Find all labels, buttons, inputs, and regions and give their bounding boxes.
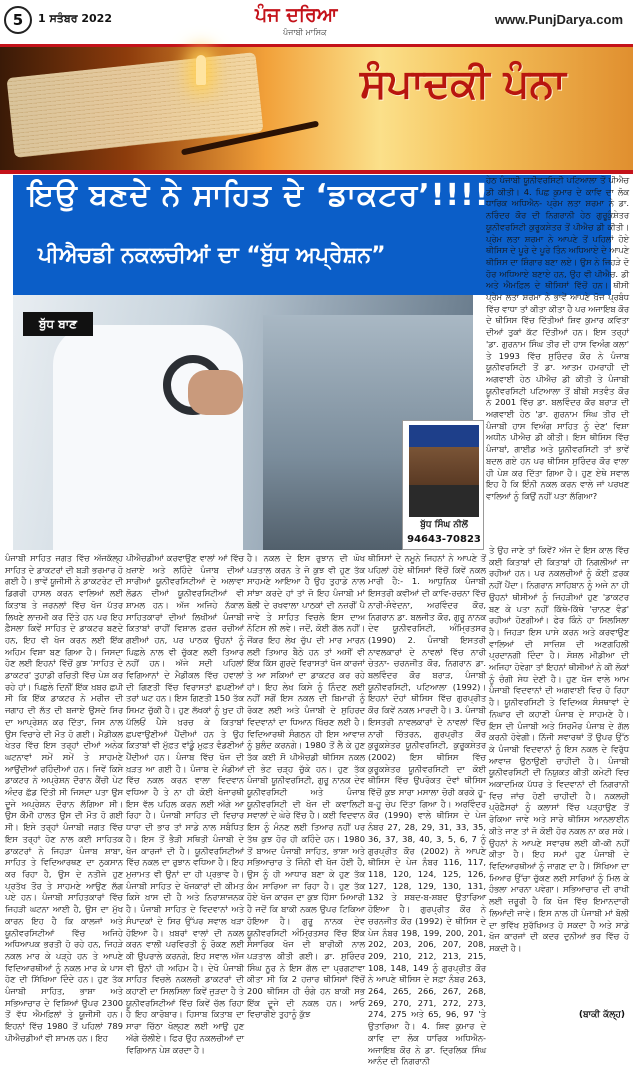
column-text: ਥੀਸਿਸਾਂ ਦੇ ਨਮੂਨੇ ਜਿਹਨਾਂ ਨੇ ਆਪਣੇ ਤੋਂ ਪਹਿਲਾਂ ਹੋਏ ਥੀਸਿਸਾਂ ਵਿੱਚੋਂ ਕਿਵੇਂ ਨਕਲ ਮਾਰੀ ਹੈ:- 1. ਆਧੁਨਿਕ ਪੰਜਾਬੀ ਇਸਤਰੀ ਕਵੀਆਂ ਦੀ ਕਾਵਿ-ਰਚਨਾ ਵਿੱਚ ਨਾਰੀ-ਸੰਵੇਦਨਾ, ਅਰਵਿੰਦਰ ਕੌਰ, ਨਿਗਰਾਨ ਡਾ. ਬਲਜੀਤ ਕੌਰ, ਗੁਰੂ ਨਾਨਕ ਦੇਵ ਯੂਨੀਵਰਸਿਟੀ, ਅੰਮ੍ਰਿਤਸਰ (1990) 2. ਪੰਜਾਬੀ ਇਸਤਰੀ ਨਾਵਲਕਾਰਾਂ ਦੇ ਨਾਵਲਾਂ ਵਿੱਚ ਨਾਰੀ ਚੇਤਨਾ- ਚਰਨਜੀਤ ਕੌਰ, ਨਿਗਰਾਨ ਡਾ. ਬਲਵਿੰਦਰ ਕੌਰ ਬਰਾੜ, ਪੰਜਾਬੀ ਯੂਨੀਵਰਸਿਟੀ, ਪਟਿਆਲਾ (1992)। ਇਹਨਾਂ ਦੋਹਾਂ ਥੀਸਿਸ ਵਿੱਚ ਗੁਰਪ੍ਰੀਤ ਕੌਰ ਕਿਵੇਂ ਨਕਲ ਮਾਰਦੀ ਹੈ। 3. ਪੰਜਾਬੀ ਇਸਤਰੀ ਨਾਵਲਕਾਰਾਂ ਦੇ ਨਾਵਲਾਂ ਵਿੱਚ ਨਾਰੀ ਚਿੱਤਰਨ, ਗੁਰਪ੍ਰੀਤ ਕੌਰ ਕੁਰੂਕਸ਼ੇਤਰ ਯੂਨੀਵਰਸਿਟੀ, ਕੁਰੂਕਸ਼ੇਤਰ (2002) ਇਸ ਥੀਸਿਸ ਵਿੱਚ ਕੁਰੂਕਸ਼ੇਤਰ ਯੂਨੀਵਰਸਿਟੀ ਦਾ ਕੋਈ ਥੀਸਿਸ ਵਿੱਚ ਉਪਰੋਕਤ ਦੋਵਾਂ ਥੀਸਿਸ ਵਿੱਚੋਂ ਕੁਝ ਸਾਰਾ ਮਸਾਲਾ ਚੋਰੀ ਕਰਕੇ ਹੂ-ਬ-ਹੂ ਚੇਪ ਦਿੱਤਾ ਗਿਆ ਹੈ। ਅਰਵਿੰਦਰ ਕੌਰ (1990) ਵਾਲੇ ਥੀਸਿਸ ਦੇ ਪੇਜ ਨੰਬਰ 27, 28, 29, 31, 33, 35, 36, 37, 38, 40, 3, 5, 6, 7 ਨੂੰ ਗੁਰਪ੍ਰੀਤ ਕੌਰ (2002) ਨੇ ਆਪਣੇ ਥੀਸਿਸ ਦੇ ਪੇਜ ਨੰਬਰ 116, 117, 118, 120, 124, 125, 126, 127, 128, 129, 130, 131, 132 ਤੇ ਸ਼ਬਦ-ਬ-ਸ਼ਬਦ ਉਤਾਰਿਆ ਹੋਇਆ ਹੈ। ਗੁਰਪ੍ਰੀਤ ਕੌਰ ਨੇ ਚਰਨਜੀਤ ਕੌਰ (1992) ਦੇ ਥੀਸਿਸ ਦੇ ਪੇਜ ਨੰਬਰ 198, 199, 200, 201, 202, 203, 206, 207, 208, 209, 210, 212, 213, 215, 108, 148, 149 ਨੂੰ ਗੁਰਪ੍ਰੀਤ ਕੌਰ ਨੇ ਆਪਣੇ ਥੀਸਿਸ ਦੇ ਸਫ਼ਾ ਨੰਬਰ 263, 264, 265, 266, 267, 268, 269, 270, 271, 272, 273, 274, 275 ਅਤੇ 65, 96, 97 'ਤੇ ਉਤਾਰਿਆ ਹੈ। 4. ਸ਼ਿਵ ਕੁਮਾਰ ਦੇ ਕਾਵਿ ਦਾ ਲੋਕ ਧਾਰਿਕ ਅਧਿਐਨ- ਅਜਾਇਬ ਕੌਰ ਨੇ ਡਾ. ਦ੍ਰਿਲਿਕ ਸਿੰਘ ਆਨੰਦ ਦੀ ਨਿਗਰਾਨੀ [368,553,486,1067]
article-column-1 [5,553,123,1043]
column-text: ਹੇਠ ਪੰਜਾਬੀ ਯੂਨੀਵਰਸਿਟੀ ਪਟਿਆਲਾ ਤੋਂ ਪੀਐਚ ਡੀ ਕੀਤੀ। 4. ਪਿਛ ਕੁਮਾਰ ਦੇ ਕਾਵਿ ਦਾ ਲੋਕ ਧਾਰਿਕ ਅਧਿਐਨ- ਪ੍ਰੇਮ ਲਤਾ ਸ਼ਰਮਾ ਨੇ ਡਾ. ਨਰਿੰਦਰ ਕੌਰ ਦੀ ਨਿਗਰਾਨੀ ਹੇਠ ਗੁਰੂਕੁੰਸ਼ੇਤਰ ਯੂਨੀਵਰਸਿਟੀ ਕੁਰੂਕਸ਼ੇਤਰ ਤੋਂ ਪੀਐਚ ਡੀ ਕੀਤੀ। ਪ੍ਰੇਮ ਲਤਾ ਸ਼ਰਮਾ ਨੇ ਆਪਣੇ ਤੋਂ ਪਹਿਲਾਂ ਹੋਏ ਥੀਸਿਸ ਦੇ ਪੂਰੇ ਦੇ ਪੂਰੇ ਤਿੰਨ ਅਧਿਆਏ ਦੇ ਆਪਣੇ ਥੀਸਿਸ ਦਾ ਸ਼ਿੰਗਾਰ ਬਣਾ ਲਏ। ਉਸ ਨੇ ਜਿਹੜੇ ਦੋ ਹੋਰ ਅਧਿਆਏ ਬਣਾਏ ਹਨ, ਉਹ ਵੀ ਪੀਐਚ. ਡੀ ਅਤੇ ਐਮਫ਼ਿਲ ਦੇ ਥੀਸਿਸਾਂ ਵਿੱਚੋਂ ਹਨ। ਥੀਸੀ ਪ੍ਰੇਮ ਲਤਾ ਸ਼ਰਮਾ ਨੇ ਭਾਵੇਂ ਆਪਣੇ ਖ਼ੋਜ ਪ੍ਰਬੰਧ ਵਿੱਚ ਵਾਧਾ ਤਾਂ ਕੀਤਾ ਕੀਤਾ ਹੈ ਪਰ ਅਜਾਇਬ ਕੌਰ ਦੇ ਥੀਸਿਸ ਵਿੱਚ ਦਿੱਤੀਆਂ ਸ਼ਿਵ ਕੁਮਾਰ ਕਵਿਤਾ ਦੀਆਂ ਤੁਕਾਂ ਕੱਟ ਦਿੱਤੀਆਂ ਹਨ। ਇਸ ਤਰ੍ਹਾਂ 'ਡਾ. ਗੁਰਨਾਮ ਸਿੰਘ ਤੀਰ ਦੀ ਹਾਸ ਵਿਅੰਗ ਕਲਾ' ਤੇ 1993 ਵਿੱਚ ਸੁਰਿੰਦਰ ਕੌਰ ਨੇ ਪੰਜਾਬ ਯੂਨੀਵਰਸਿਟੀ ਤੋਂ ਡਾ. ਆਤਮ ਹਮਰਾਹੀ ਦੀ ਅਗਵਾਈ ਹੇਠ ਪੀਐਚ ਡੀ ਕੀਤੀ ਤੇ ਪੰਜਾਬੀ ਯੂਨੀਵਰਸਿਟੀ ਪਟਿਆਲਾ ਤੋਂ ਬੀਬੀ ਸਤਵੰਤ ਕੌਰ ਨੇ 2001 ਵਿੱਚ ਡਾ. ਬਲਵਿੰਦਰ ਕੌਰ ਬਰਾੜ ਦੀ ਅਗਵਾਈ ਹੇਠ 'ਡਾ. ਗੁਰਨਾਮ ਸਿੰਘ ਤੀਰ ਦੀ ਪੰਜਾਬੀ ਹਾਸ ਵਿਅੰਗ ਸਾਹਿਤ ਨੂੰ ਦੇਣ' ਵਿਸ਼ਾ ਅਧੀਨ ਪੀਐਚ ਡੀ ਕੀਤੀ। ਇਸ ਥੀਸਿਸ ਵਿੱਚ ਪੰਜਾਬਾਂ, ਗਾਈਡ ਅਤੇ ਯੂਨੀਵਰਸਿਟੀ ਤਾਂ ਭਾਵੇਂ ਬਦਲ ਗਏ ਹਨ ਪਰ ਥੀਸਿਸ ਸੁਰਿੰਦਰ ਕੌਰ ਵਾਲਾ ਹੀ ਪੇਸ਼ ਕਰ ਦਿੱਤਾ ਗਿਆ ਹੈ। ਹੁਣ ਏਥੇ ਸਵਾਲ ਇਹ ਹੈ ਕਿ ਇੰਨੀ ਨਕਲ ਕਰਨ ਵਾਲੇ ਜਾਂ ਪਰਖਣ ਵਾਲਿਆਂ ਨੂੰ ਕਿਉਂ ਨਹੀਂ ਪਤਾ ਲੱਗਿਆ? [486,175,629,501]
page-number: 5 [4,6,32,34]
column-text: ਪੀਐਚਡੀਆਂ ਕਰਵਾਉਣ ਵਾਲਾਂ ਆਂ ਵਿੱਚ ਖ਼ਜ਼ਾਏ ਅਤੇ ਲਹਿੰਦੇ ਪੰਜਾਬ ਦੀਆਂ ਸਾਰੀਆਂ ਯੂਨੀਵਰਸਿਟੀਆਂ ਦੇ ਅਲਾਵਾ ਲੋਡਨ ਦੀਆਂ ਯੂਨੀਵਰਸਿਟੀਆਂ ਵੀ ਸ਼ਾਮਲ ਹਨ। ਅੱਜ ਅਜਿਹੇ ਨੱਕਾਲ ਸਾਹਿਤਕਾਰਾਂ ਦੀਆਂ ਲਿਖੀਆਂ ਪੰਜਾਬੀ ਕਿਤਾਬਾਂ ਰਾਹੀਂ ਵਿਸ਼ਾਲ ਫ਼ਰਜ਼ ਰਚੀਆਂ ਗਈਆਂ ਹਨ, ਪਰ ਪਾਠਕ ਉਹਨਾਂ ਨੂੰ ਪਿਛਲੇ ਨਾਲ ਵੀ ਚੁੱਕਣ ਲਈ ਤਿਆਰ ਨਹੀਂ ਹਨ। ਅੱਜੇ ਸਦੀ ਪਹਿਲਾਂ ਵਿਗਿਆਨਾਂ ਦੇ ਮੈਡੀਕਲ ਵਿੱਚ ਹਵਾਲਾਂ ਦੀ ਗਿਣਤੀ ਵਿੱਚ ਵਿਰਾਸਤਾਂ ਛਪਣੀਆਂ ਤਰਾਂ ਘਟ ਹਨ। ਇਸ ਗਿਣਤੀ 150 ਤੱਕ ਸਿਮਟ ਚੁੱਕੀ ਹੈ। ਹੁਣ ਲੱਖਕਾਂ ਨੂੰ ਖ਼ੁਦ ਹੀ ਪੱਲਿਓਂ ਪੈਸੇ ਖ਼ਰਚ ਕੇ ਕਿਤਾਬਾਂ ਛਪਵਾਉਣੀਆਂ ਪੈਂਦੀਆਂ ਹਨ ਤੇ ਉਹ ਕਿਤਾਬਾਂ ਵੀ ਮੁੱਫ਼ਤ ਵਾਂਡੂੰ ਮੁਫ਼ਤ ਵੰਡਣੀਆਂ ਪੈਂਦੀਆਂ ਹਨ। ਪੰਜਾਬ ਵਿੱਚ ਖੋਜ ਦੀ ਖ਼ੜਤ ਆ ਗਈ ਹੈ। ਪੰਜਾਬ ਦੇ ਮੰਡੀਆਂ ਵਿੱਚ ਨਕਲ ਕਰਨ ਵਾਲਾ ਵਿਦਵਾਨ ਵਧਿਆ ਹੈ ਤੇ ਨਾ ਹੀ ਕੋਈ ਖੋਜਾਰਥੀ ਇਸ ਵੱਲ ਪਹਿਲ ਕਰਨ ਲਈ ਅੱਗੇ ਆ ਰਿਹਾ ਹੈ। ਪੰਜਾਬੀ ਸਾਹਿਤ ਦੀ ਵਿਚਾਰ ਧਾਰਾ ਦੀ ਭਾਰ ਤਾਂ ਸਾਡੇ ਨਾਲ ਸਬੰਧਿਤ ਹੈ। ਇਸ ਤੋਂ ਭੈੜੀ ਸਥਿਤੀ ਪੰਜਾਬੀ ਦੇ ਖੋਜ ਕਾਰਜਾਂ ਦੀ ਹੈ। ਯੂਨੀਵਰਸਿਟੀਆਂ ਵਿੱਚ ਨਕਲ ਦਾ ਰੁਝਾਨ ਵਧਿਆ ਹੈ। ਇਹ ਮੁਜ਼ਾਮਤ ਵੀ ਉਨਾਂ ਦਾ ਹੀ ਪ੍ਰਭਾਵ ਹੈ। ਪੰਜਾਬੀ ਸਾਹਿਤ ਦੇ ਖੋਜਕਾਰਾਂ ਦੀ ਕੀਮਤ ਕਿਸੇ ਖ਼ਾਸ ਦੀ ਹੈ ਅਤੇ ਨਿਰਾਸ਼ਾਜਨਕ ਹੈ। ਪੰਜਾਬੀ ਸਾਹਿਤ ਦੇ ਵਿਦਵਾਨਾਂ ਅਤੇ ਸੰਪਾਦਕਾਂ ਦੇ ਸਿਰ ਉੱਪਰ ਸਵਾਲ ਖੜਾ ਹੋਇਆ ਹੈ। ਖ਼ਬਰਾਂ ਵਾਲਾਂ ਦੀ ਨਕਲ ਕਰਨ ਵਾਲੀ ਪਰਵਿਰਤੀ ਨੂੰ ਰੋਕਣ ਲਈ ਕੀ ਉਪਰਾਲੇ ਕਰਨਗੇ, ਇਹ ਸਵਾਲ ਅੱਜ ਵੀ ਉਨਾਂ ਹੀ ਅਹਿਮ ਹੈ। ਦੇਖੋ ਪੰਜਾਬੀ ਸਾਹਿਤ ਵਿਚਲੇ ਨਕਲਚੀ ਡਾਕਟਰਾਂ ਦੀ ਕਹਾਣੀ ਦਾ ਸਿਲਸਿਲਾ ਕਿਵੇਂ ਜੁੜਦਾ ਹੈ ਤੇ ਯੂਨੀਵਰਸਿਟੀਆਂ ਵਿੱਚ ਕਿਵੇਂ ਚੱਲ ਰਿਹਾ ਹੈ ਇਹ ਕਾਰੋਬਾਰ। ਹਿਸਾਬ ਕਿਤਾਬ ਦਾ ਸਾਰਾ ਚਿੱਠਾ ਖੋਲ੍ਹਣ ਲਈ ਆਉ ਹੁਣ ਅੱਗੇ ਚੱਲੀਏ। ਫਿਰ ਉਹ ਨਕਲਚੀਆਂ ਦਾ ਵਿਗਿਆਨ ਪੇਸ਼ ਕਰਦਾ ਹੈ। [126,553,244,1055]
author-box [402,420,484,550]
website-url[interactable]: www.PunjDarya.com [494,12,623,27]
author-phone: 94643-70823 [407,534,481,545]
subheadline: ਪੀਐਚਡੀ ਨਕਲਚੀਆਂ ਦਾ “ਬੁੱਧ ਅਪ੍ਰੇਸ਼ਨ” [38,243,386,268]
masthead [0,0,633,48]
headline: ਇਉ ਬਣਦੇ ਨੇ ਸਾਹਿਤ ਦੇ ‘ਡਾਕਟਰ’!!!! [28,178,490,213]
issue-date: 1 ਸਤੰਬਰ 2022 [38,12,112,25]
candle-illustration [196,55,206,85]
column-text: ਤੇ ਉਹ ਜਾਣੇ ਤਾਂ ਕਿਵੇਂ? ਅੱਜ ਦੇ ਇਸ ਕਾਲ ਵਿੱਚ ਕਈ ਕਿਤਾਬਾਂ ਦੀ ਕਿਤਾਬਾਂ ਹੀ ਨਿਗਲੀਆਂ ਜਾ ਰਹੀਆਂ ਹਨ। ਪਰ ਨਕਲਚੀਆਂ ਨੂੰ ਕੋਈ ਫ਼ਰਕ ਨਹੀਂ ਪੈਂਦਾ। ਨਿਗਰਾਨ ਸਾਹਿਬਾਨ ਨੂੰ ਅਜੇ ਨਾ ਹੀ ਉਹਨਾਂ ਥੀਸੀਆਂ ਨੂੰ ਜਿਹੜੀਆਂ ਹੁਣ 'ਡਾਕਟਰ ਬਣ ਕੇ ਪਤਾ ਨਹੀਂ ਕਿੱਥੇ-ਕਿੱਥੇ 'ਚਾਨਣ ਵੰਡ' ਰਹੀਆਂ ਹੋਣਗੀਆਂ। ਫੇਰ ਕਿੰਨੇ ਹਾ ਸਿਲਸਿਲਾ ਹੈ। ਜਿਹੜਾ ਇਸ ਪਾਸੇ ਕਰਨ ਅਤੇ ਕਰਵਾਉਣ ਵਾਲਿਆਂ ਦੀ ਸਾਜ਼ਿਸ਼ ਦੀ ਅਣਗਹਿਲੀ ਪ੍ਰਦਾਨਗੀ ਦਿੰਦਾ ਹੈ। ਸੋਸ਼ਲ ਮੀਡੀਆ ਦੀ ਅਜਿਹਾ ਹੋਵੇਗਾ ਤਾਂ ਇਹਨਾਂ ਥੀਸੀਆਂ ਨੇ ਕੀ ਲੋਕਾਂ ਨੂੰ ਚੰਗੀ ਸੇਧ ਦੇਣੀ ਹੈ। ਹੁਣ ਖੋਜ ਵਾਲੇ ਆਮ ਪੰਜਾਬੀ ਵਿਦਵਾਨਾਂ ਦੀ ਅਗਵਾਈ ਵਿਚ ਹੋ ਰਿਹਾ ਹੈ। ਯੂਨੀਵਰਸਿਟੀ ਤੇ ਵਿਦਿਅਕ ਸੰਸਥਾਵਾਂ ਦੇ ਨਿਘਾਰ ਦੀ ਕਹਾਣੀ ਪੰਜਾਬ ਦੇ ਸਾਹਮਣੇ ਹੈ। ਇਸ ਦੀ ਪੰਜਾਬੀ ਅਤੇ ਸਿਰਮੌਰ ਪੰਜਾਬ ਦੇ ਗੱਲ ਕਰਨੀ ਹੋਵੇਗੀ। ਨਿੱਜੀ ਸਵਾਰਥਾਂ ਤੋਂ ਉਪਰ ਉੱਠ ਕੇ ਪੰਜਾਬੀ ਵਿਦਵਾਨਾਂ ਨੂੰ ਇਸ ਨਕਲ ਦੇ ਵਿਰੁੱਧ ਆਵਾਜ਼ ਉਠਾਉਣੀ ਚਾਹੀਦੀ ਹੈ। ਪੰਜਾਬੀ ਯੂਨੀਵਰਸਿਟੀ ਦੀ ਨਿਯੁਕਤ ਕੀਤੀ ਕਮੇਟੀ ਵਿਚ ਅਕਾਦਮਿਕ ਪੱਧਰ ਤੇ ਵਿਦਵਾਨਾਂ ਦੀ ਨਿਗਰਾਨੀ ਵਿਚ ਜਾਂਚ ਹੋਣੀ ਚਾਹੀਦੀ ਹੈ। ਨਕਲਚੀ ਪ੍ਰੋਫ਼ੈਸਰਾਂ ਨੂੰ ਕਲਾਸਾਂ ਵਿੱਚ ਪੜ੍ਹਾਉਣ ਤੋਂ ਰੋਕਿਆ ਜਾਵੇ ਅਤੇ ਸਾਰੇ ਥੀਸਿਸ ਆਨਲਾਈਨ ਕੀਤੇ ਜਾਣ ਤਾਂ ਜੋ ਕੋਈ ਹੋਰ ਨਕਲ ਨਾ ਕਰ ਸਕੇ। ਉਹਨਾਂ ਨੇ ਆਪਣੇ ਸਵਾਰਥ ਲਈ ਕੀ-ਕੀ ਨਹੀਂ ਕੀਤਾ ਹੈ। ਇਹ ਸਮਾਂ ਹੁਣ ਪੰਜਾਬੀ ਦੇ ਵਿਦਿਆਰਥੀਆਂ ਨੂੰ ਜਾਗਣ ਦਾ ਹੈ। ਸਿੱਖਿਆ ਦਾ ਮਿਆਰ ਉੱਚਾ ਚੁੱਕਣ ਲਈ ਸਾਰਿਆਂ ਨੂੰ ਮਿਲ ਕੇ ਹੰਭਲਾ ਮਾਰਨਾ ਪਵੇਗਾ। ਸਭਿਆਚਾਰ ਦੀ ਰਾਖੀ ਲਈ ਜ਼ਰੂਰੀ ਹੈ ਕਿ ਖੋਜ ਵਿੱਚ ਇਮਾਨਦਾਰੀ ਲਿਆਂਦੀ ਜਾਵੇ। ਇਸ ਨਾਲ ਹੀ ਪੰਜਾਬੀ ਮਾਂ ਬੋਲੀ ਦਾ ਭਵਿੱਖ ਸੁਰੱਖਿਅਤ ਹੋ ਸਕਦਾ ਹੈ ਅਤੇ ਸਾਡੇ ਖੋਜ ਕਾਰਜਾਂ ਦੀ ਕਦਰ ਦੁਨੀਆਂ ਭਰ ਵਿੱਚ ਹੋ ਸਕਦੀ ਹੈ। [489,545,629,953]
article-column-2 [126,553,244,1055]
author-name: ਬੁੱਧ ਸਿੰਘ ਨੀਲੋਂ [420,520,468,530]
hand-illustration [188,370,243,415]
column-text: ਹੈ। ਨਕਲ ਦੇ ਇਸ ਰੁਝਾਨ ਦੀ ਘੋਖ ਪੜਤਾਲ ਕਰਨ ਤੇ ਜੋ ਕੁਝ ਵੀ ਹੁਣ ਤੱਕ ਸਾਹਮਣੇ ਆਇਆ ਹੈ ਉਹ ਤੁਹਾਡੇ ਨਾਲ ਸਾਂਝਾ ਕਰਦੇ ਹਾਂ ਤਾਂ ਜੋ ਇਹ ਪੰਜਾਬੀ ਮਾਂ ਬੋਲੀ ਦੇ ਰਖਵਾਲਾ ਪਾਠਕਾਂ ਦੀ ਨਜ਼ਰੀਂ ਪੈ ਜਾਵੇ ਤੇ ਸਾਹਿਤ ਵਿਚਲੇ ਇਸ ਦਾਅ ਨੋਟਿਸ ਲੀ ਲਵੇ। ਜਦੋਂ, ਕੋਈ ਗੱਲ ਨਹੀਂ। ਜੋਂਕਰ ਇਹ ਲੇਖ ਚੁੱਪ ਦੀ ਮਾਰ ਮਾਰਨ ਲਈ ਤਿਆਰ ਬੈਠੇ ਹਨ ਤਾਂ ਅਸੀਂ ਵੀ ਇੱਕ ਕਿੱਸ ਗੁਰਦੇ ਵਿਰਾਸਤਾਂ ਖੋਜ ਕਾਰਜਾਂ ਤੇ ਆ ਸਕਿਆਂ ਦਾ ਡਾਕਟਰ ਕਰ ਰਹੇ ਹਾਂ। ਇਹ ਲੇਖ ਕਿਸੇ ਨੂੰ ਨਿੰਦਣ ਲਈ ਨਹੀਂ ਸਗੋਂ ਇਸ ਨਕਲ ਦੀ ਬਿਮਾਰੀ ਨੂੰ ਰੋਕਣ ਲਈ ਅਤੇ ਪੰਜਾਬੀ ਦੇ ਸੁਹਿਰਦ ਵਿਦਵਾਨਾਂ ਦਾ ਧਿਆਨ ਖਿੱਚਣ ਲਈ ਹੈ। ਵਿਦਿਆਰਥੀ ਸੰਗਠਨ ਹੀ ਇਸ ਆਵਾਜ਼ ਨੂੰ ਬੁਲੰਦ ਕਰਨਗੇ। 1980 ਤੋਂ ਲੈ ਕੇ ਹੁਣ ਤੱਕ ਕਈ ਸੌ ਪੀਐਚਡੀ ਥੀਸਿਸ ਨਕਲ ਦੀ ਭੇਟ ਚੜ੍ਹ ਚੁੱਕੇ ਹਨ। ਹੁਣ ਤੱਕ ਪੰਜਾਬੀ ਯੂਨੀਵਰਸਿਟੀ, ਗੁਰੂ ਨਾਨਕ ਦੇਵ ਯੂਨੀਵਰਸਿਟੀ ਅਤੇ ਪੰਜਾਬ ਯੂਨੀਵਰਸਿਟੀ ਦੀ ਖੋਜ ਦੀ ਕਵਾਲਿਟੀ ਸਵਾਲਾਂ ਦੇ ਘੇਰੇ ਵਿੱਚ ਹੈ। ਕਈ ਵਿਦਵਾਨ ਇਸ ਨੂੰ ਮੰਨਣ ਲਈ ਤਿਆਰ ਨਹੀਂ ਪਰ ਤੱਥ ਕੁਝ ਹੋਰ ਹੀ ਕਹਿੰਦੇ ਹਨ। 1980 ਤੋਂ ਬਾਅਦ ਪੰਜਾਬੀ ਸਾਹਿਤ, ਭਾਸ਼ਾ ਅਤੇ ਸਭਿਆਚਾਰ ਤੇ ਜਿੰਨੀ ਵੀ ਖੋਜ ਹੋਈ ਹੈ, ਉਸ ਨੂੰ ਹੀ ਆਧਾਰ ਬਣਾ ਕੇ ਹੁਣ ਤੱਕ ਕੰਮ ਸਾਰਿਆ ਜਾ ਰਿਹਾ ਹੈ। ਹੁਣ ਤੱਕ ਹੋਏ ਖੋਜ ਕਾਰਜ ਦਾ ਕੁਝ ਹਿੱਸਾ ਮਿਆਰੀ ਹੈ ਜਦੋਂ ਕਿ ਬਾਕੀ ਨਕਲ ਉਪਰ ਟਿਕਿਆ ਹੋਇਆ ਹੈ। ਗੁਰੂ ਨਾਨਕ ਦੇਵ ਯੂਨੀਵਰਸਿਟੀ ਅੰਮ੍ਰਿਤਸਰ ਵਿੱਚ ਇੱਕ ਸੰਸਾਰਿਕ ਖੋਜ ਦੀ ਬਾਰੀਕੀ ਨਾਲ ਪੜਤਾਲ ਕੀਤੀ ਗਈ। ਡਾ. ਸੁਰਿੰਦਰ ਸਿੰਘ ਨੂਰ ਨੇ ਇਸ ਗੱਲ ਦਾ ਪ੍ਰਗਟਾਵਾ ਕੀਤਾ ਸੀ ਕਿ 2 ਹਜ਼ਾਰ ਥੀਸਿਸਾਂ ਵਿੱਚੋਂ 200 ਥੀਸਿਸ ਹੀ ਚੰਗੇ ਹਨ ਬਾਕੀ ਸਭ ਇੱਕ ਦੂਜੇ ਦੀ ਨਕਲ ਹਨ। ਆਓ ਵਿਚਾਰੀਏ ਤੁਹਾਨੂੰ ਕੁੱਝ [247,553,365,1020]
author-photo [409,425,479,517]
banner-rule [0,170,633,174]
column-text: ਪੰਜਾਬੀ ਸਾਹਿਤ ਜਗਤ ਵਿੱਚ ਅੱਜਕੱਲ੍ਹ ਸਾਹਿਤ ਦੇ ਡਾਕਟਰਾਂ ਦੀ ਬੜੀ ਭਰਮਾਰ ਹੋ ਗਈ ਹੈ। ਭਾਵੇਂ ਯੂਜੀਸੀ ਨੇ ਡਾਕਟਰੇਟ ਦੀ ਡਿਗਰੀ ਹਾਸਲ ਕਰਨ ਵਾਲਿਆਂ ਲਈ ਕਿਤਾਬ ਤੇ ਜਰਨਲਾਂ ਵਿੱਚ ਖੋਜ ਪੱਤਰ ਲਿਖਣੇ ਲਾਜ਼ਮੀ ਕਰ ਦਿੱਤੇ ਹਨ ਪਰ ਇਹ ਫ਼ੈਸਲਾ ਕਿਵੇਂ ਸਾਹਿਤ ਦੇ ਡਾਕਟਰ ਬਣਦੇ ਹਨ, ਇਹ ਵੀ ਖੋਜ ਕਰਨ ਲਈ ਇੱਕ ਅਹਿਮ ਵਿਸ਼ਾ ਬਣ ਗਿਆ ਹੈ। ਜਿਸਦਾ ਹੋਣ ਲਈ ਇਹਨਾਂ ਵਿੱਚੋਂ ਕੁਝ 'ਸਾਹਿਤ ਦੇ ਡਾਕਟਰ' ਤੁਹਾਡੀ ਰਚਿਤੀ ਵਿੱਚ ਪੇਸ਼ ਕਰ ਰਹੇ ਹਾਂ। ਪਿਛਲੇ ਦਿਨੀਂ ਇੱਕ ਖ਼ਬਰ ਛਪੀ ਸੀ ਕਿ ਇੱਕ ਡਾਕਟਰ ਨੇ ਮਰੀਜ਼ ਦੀ ਜਗਾਹ ਦੀ ਲੱਤ ਦੀ ਬਜਾਏ ਉਸਦੇ ਸਿਰ ਦਾ ਆਪ੍ਰੇਸ਼ਨ ਕਰ ਦਿੱਤਾ, ਜਿਸ ਨਾਲ ਉਸ ਵਿਚਾਰੇ ਦੀ ਮੌਤ ਹੋ ਗਈ। ਮੈਡੀਕਲ ਖੇਤਰ ਵਿੱਚ ਇਸ ਤਰ੍ਹਾਂ ਦੀਆਂ ਅਨੇਕ ਘਟਨਾਵਾਂ ਸਮੇਂ ਸਮੇਂ ਤੇ ਸਾਹਮਣੇ ਆਉਂਦੀਆਂ ਰਹਿੰਦੀਆਂ ਹਨ। ਜਿਵੇਂ ਕਿਸੇ ਡਾਕਟਰ ਨੇ ਅਪ੍ਰੇਸ਼ਨ ਦੌਰਾਨ ਕੈਂਚੀ ਪੇਟ ਅੰਦਰ ਛੱਡ ਦਿੱਤੀ ਸੀ ਜਿਸਦਾ ਪਤਾ ਉਸ ਦੂਜੇ ਅਪ੍ਰੇਸ਼ਨ ਦੌਰਾਨ ਲੱਗਿਆ ਸੀ। ਉਸ ਕੌਮੀ ਹਾਲਤ ਉਸ ਦੀ ਮੌਤ ਹੋ ਗਈ ਸੀ। ਇਸੇ ਤਰ੍ਹਾਂ ਪੰਜਾਬੀ ਜਗਤ ਵਿੱਚ ਇਸ ਤਰ੍ਹਾਂ ਹੋਣ ਨਾਲ ਕਈ ਸਾਹਿਤਕ ਡਾਕਟਰਾਂ ਨੇ ਜਿਹੜਾ ਪੰਜਾਬ ਸ਼ਾਬਾ, ਸਾਹਿਤ ਤੇ ਵਿਦਿਆਰਥਣ ਦਾ ਨੁਕਸਾਨ ਕਰ ਰਿਹਾ ਹੈ, ਉਸ ਦੇ ਨਤੀਜੇ ਹੁਣ ਪ੍ਰਤੱਖ ਤੌਰ ਤੇ ਸਾਹਮਣੇ ਆਉਣ ਲੱਗ ਪਏ ਹਨ। ਪੰਜਾਬੀ ਸਾਹਿਤਕਾਰਾਂ ਵਿੱਚ ਜਿਹੜੀ ਘਟਨਾ ਆਈ ਹੈ, ਉਸ ਦਾ ਮੁੱਖ ਕਾਰਨ ਇਹ ਹੈ ਕਿ ਕਾਲਜਾਂ ਅਤੇ ਯੂਨੀਵਰਸਿਟੀਆਂ ਵਿੱਚ ਅਜਿਹੇ ਅਧਿਆਪਕ ਭਰਤੀ ਹੋ ਰਹੇ ਹਨ, ਜਿਹੜੇ ਨਕਲ ਮਾਰ ਕੇ ਪੜ੍ਹੇ ਹਨ ਤੇ ਆਪਣੇ ਵਿਦਿਆਰਥੀਆਂ ਨੂੰ ਨਕਲ ਮਾਰ ਕੇ ਪਾਸ ਹੋਣ ਦੀ ਸਿੱਖਿਆ ਦਿੰਦੇ ਹਨ। ਹੁਣ ਤੱਕ ਪੰਜਾਬੀ ਸਾਹਿਤ, ਭਾਸ਼ਾ ਅਤੇ ਸਭਿਆਚਾਰ ਦੇ ਵਿਸ਼ਿਆਂ ਉਪਰ 2300 ਤੋਂ ਵੱਧ ਐਮਫ਼ਿਲਾਂ ਤੇ ਯੂਜੀਸੀ ਹਨ। ਇਹਨਾਂ ਵਿੱਚ 1980 ਤੋਂ ਪਹਿਲਾਂ 789 ਪੀਐਚਡੀਆਂ ਵੀ ਸ਼ਾਮਲ ਹਨ। ਇਹ [5,553,123,1043]
article-column-3 [247,553,365,1023]
article-column-right [486,175,629,540]
article-column-5 [489,545,629,1007]
editorial-banner [0,47,633,170]
article-column-4 [368,553,486,1067]
column-tag: ਬੁੱਧ ਬਾਣ [23,312,93,336]
brand-subtitle: ਪੰਜਾਬੀ ਮਾਸਿਕ [283,28,327,37]
brand-logo: ਪੰਜ ਦਰਿਆ [255,4,338,26]
section-title: ਸੰਪਾਦਕੀ ਪੰਨਾ [360,61,566,107]
doctor-coat [53,325,243,550]
continued-note: (ਬਾਕੀ ਕੱਲ੍ਹ) [578,1010,625,1020]
